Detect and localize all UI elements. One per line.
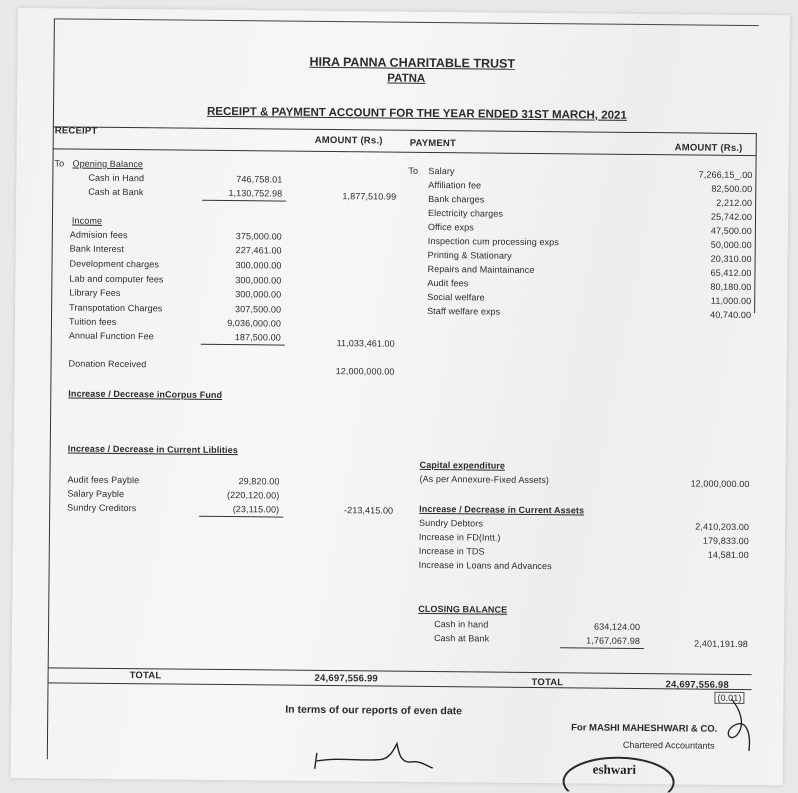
current-asset-value: 179,833.00 <box>702 535 749 547</box>
col-amount-right: AMOUNT (Rs.) <box>674 142 743 154</box>
capex-value: 12,000,000.00 <box>690 478 750 490</box>
closing-cash-hand-value: 634,124.00 <box>593 621 641 632</box>
expense-label: Salary <box>428 165 455 177</box>
corpus-fund-heading: Increase / Decrease inCorpus Fund <box>68 388 223 400</box>
liability-item-value: (220,120.00) <box>227 490 280 501</box>
expense-label: Inspection cum processing exps <box>427 235 559 248</box>
capex-subheading: (As per Annexure-Fixed Assets) <box>419 473 550 486</box>
expense-value: 11,000.00 <box>710 295 752 307</box>
income-item-label: Transpotation Charges <box>69 302 163 314</box>
liability-item-label: Audit fees Payble <box>67 474 140 486</box>
firm-stamp <box>559 741 679 792</box>
income-item-value: 307,500.00 <box>235 304 282 315</box>
expense-value: 65,412.00 <box>710 267 752 279</box>
expense-label: Electricity charges <box>428 207 504 219</box>
receipt-to-label: To <box>54 158 65 169</box>
liability-item-value: (23,115.00) <box>232 504 280 515</box>
income-item-label: Lab and computer fees <box>69 273 164 285</box>
footer-note: In terms of our reports of even date <box>285 703 463 718</box>
expense-label: Social welfare <box>427 291 485 303</box>
expense-label: Printing & Stationary <box>427 249 512 261</box>
income-item-value: 300,000.00 <box>235 260 282 271</box>
statement-title: RECEIPT & PAYMENT ACCOUNT FOR THE YEAR ENDED 31ST MARCH, 2021 <box>206 105 627 122</box>
income-item-label: Development charges <box>69 258 160 270</box>
current-asset-label: Increase in TDS <box>418 545 485 557</box>
closing-balance-heading: CLOSING BALANCE <box>418 603 508 615</box>
closing-cash-hand-label: Cash in hand <box>434 619 489 630</box>
total-right-value: 24,697,556.98 <box>665 679 729 691</box>
liability-item-label: Sundry Creditors <box>67 502 137 514</box>
donation-value: 12,000,000.00 <box>335 366 395 377</box>
expense-value: 7,266,15_.00 <box>698 169 753 181</box>
auditor-designation: Chartered Accountants <box>622 739 715 751</box>
total-right-label: TOTAL <box>531 676 564 689</box>
income-item-label: Tuition fees <box>68 316 117 327</box>
stamp-text: eshwari <box>592 761 637 777</box>
current-asset-value: 2,410,203.00 <box>695 521 750 533</box>
income-item-value: 227,461.00 <box>235 245 282 256</box>
org-city: PATNA <box>387 72 426 85</box>
current-assets-heading: Increase / Decrease in Current Assets <box>419 503 585 516</box>
liability-item-label: Salary Payble <box>67 488 125 500</box>
opening-balance-total: 1,877,510.99 <box>342 191 397 202</box>
liabilities-heading: Increase / Decrease in Current Liblities <box>67 443 238 456</box>
income-item-value: 187,500.00 <box>234 332 281 343</box>
current-asset-label: Increase in FD(Intt.) <box>418 531 501 543</box>
liability-item-value: 29,820.00 <box>238 476 280 487</box>
income-heading: Income <box>71 215 103 226</box>
closing-cash-bank-label: Cash at Bank <box>433 633 490 644</box>
income-item-label: Annual Function Fee <box>68 330 154 342</box>
opening-cash-hand-label: Cash in Hand <box>88 172 145 184</box>
income-item-label: Admision fees <box>69 229 128 241</box>
opening-cash-hand-value: 746,758.01 <box>236 174 283 185</box>
capex-heading: Capital expenditure <box>419 459 506 471</box>
expense-value: 50,000.00 <box>710 239 752 251</box>
expense-label: Repairs and Maintainance <box>427 263 535 275</box>
income-item-label: Bank Interest <box>69 243 125 255</box>
expense-value: 20,310.00 <box>710 253 752 265</box>
total-left-label: TOTAL <box>129 670 162 682</box>
current-asset-label: Increase in Loans and Advances <box>418 559 552 572</box>
closing-balance-total: 2,401,191.98 <box>694 638 748 650</box>
liabilities-total: -213,415.00 <box>343 505 394 516</box>
col-payment: PAYMENT <box>409 137 457 150</box>
income-item-value: 9,036,000.00 <box>227 318 282 329</box>
payment-to-label: To <box>408 165 419 176</box>
expense-label: Bank charges <box>428 193 485 205</box>
expense-value: 40,740.00 <box>710 309 752 321</box>
opening-cash-bank-label: Cash at Bank <box>88 186 144 198</box>
col-amount-left: AMOUNT (Rs.) <box>314 134 383 147</box>
auditor-firm: For MASHI MAHESHWARI & CO. <box>571 722 718 735</box>
document-page <box>11 8 790 785</box>
trustee-signature <box>301 731 441 772</box>
org-name: HIRA PANNA CHARITABLE TRUST <box>309 54 516 71</box>
donation-label: Donation Received <box>68 358 147 370</box>
income-item-value: 300,000.00 <box>235 289 282 300</box>
expense-value: 80,180.00 <box>710 281 752 293</box>
income-total: 11,033,461.00 <box>336 338 395 349</box>
income-item-value: 300,000.00 <box>235 275 282 286</box>
income-item-label: Library Fees <box>69 287 121 298</box>
current-asset-label: Sundry Debtors <box>419 517 484 529</box>
auditor-signature <box>711 691 772 762</box>
income-item-value: 375,000.00 <box>235 231 282 242</box>
total-left-value: 24,697,556.99 <box>314 672 378 685</box>
expense-label: Office exps <box>427 221 474 233</box>
expense-label: Audit fees <box>427 277 469 289</box>
expense-label: Staff welfare exps <box>427 305 501 317</box>
closing-cash-bank-value: 1,767,067.98 <box>586 635 641 646</box>
expense-value: 47,500.00 <box>710 225 752 237</box>
expense-value: 82,500.00 <box>711 183 753 195</box>
current-asset-value: 14,581.00 <box>707 549 749 561</box>
expense-label: Affiliation fee <box>428 179 482 191</box>
col-receipt: RECEIPT <box>54 125 98 137</box>
opening-balance-heading: Opening Balance <box>72 158 144 170</box>
expense-value: 25,742.00 <box>711 211 753 223</box>
opening-cash-bank-value: 1,130,752.98 <box>228 188 283 199</box>
difference-note: (0.01) <box>714 692 744 704</box>
expense-value: 2,212.00 <box>716 197 753 209</box>
